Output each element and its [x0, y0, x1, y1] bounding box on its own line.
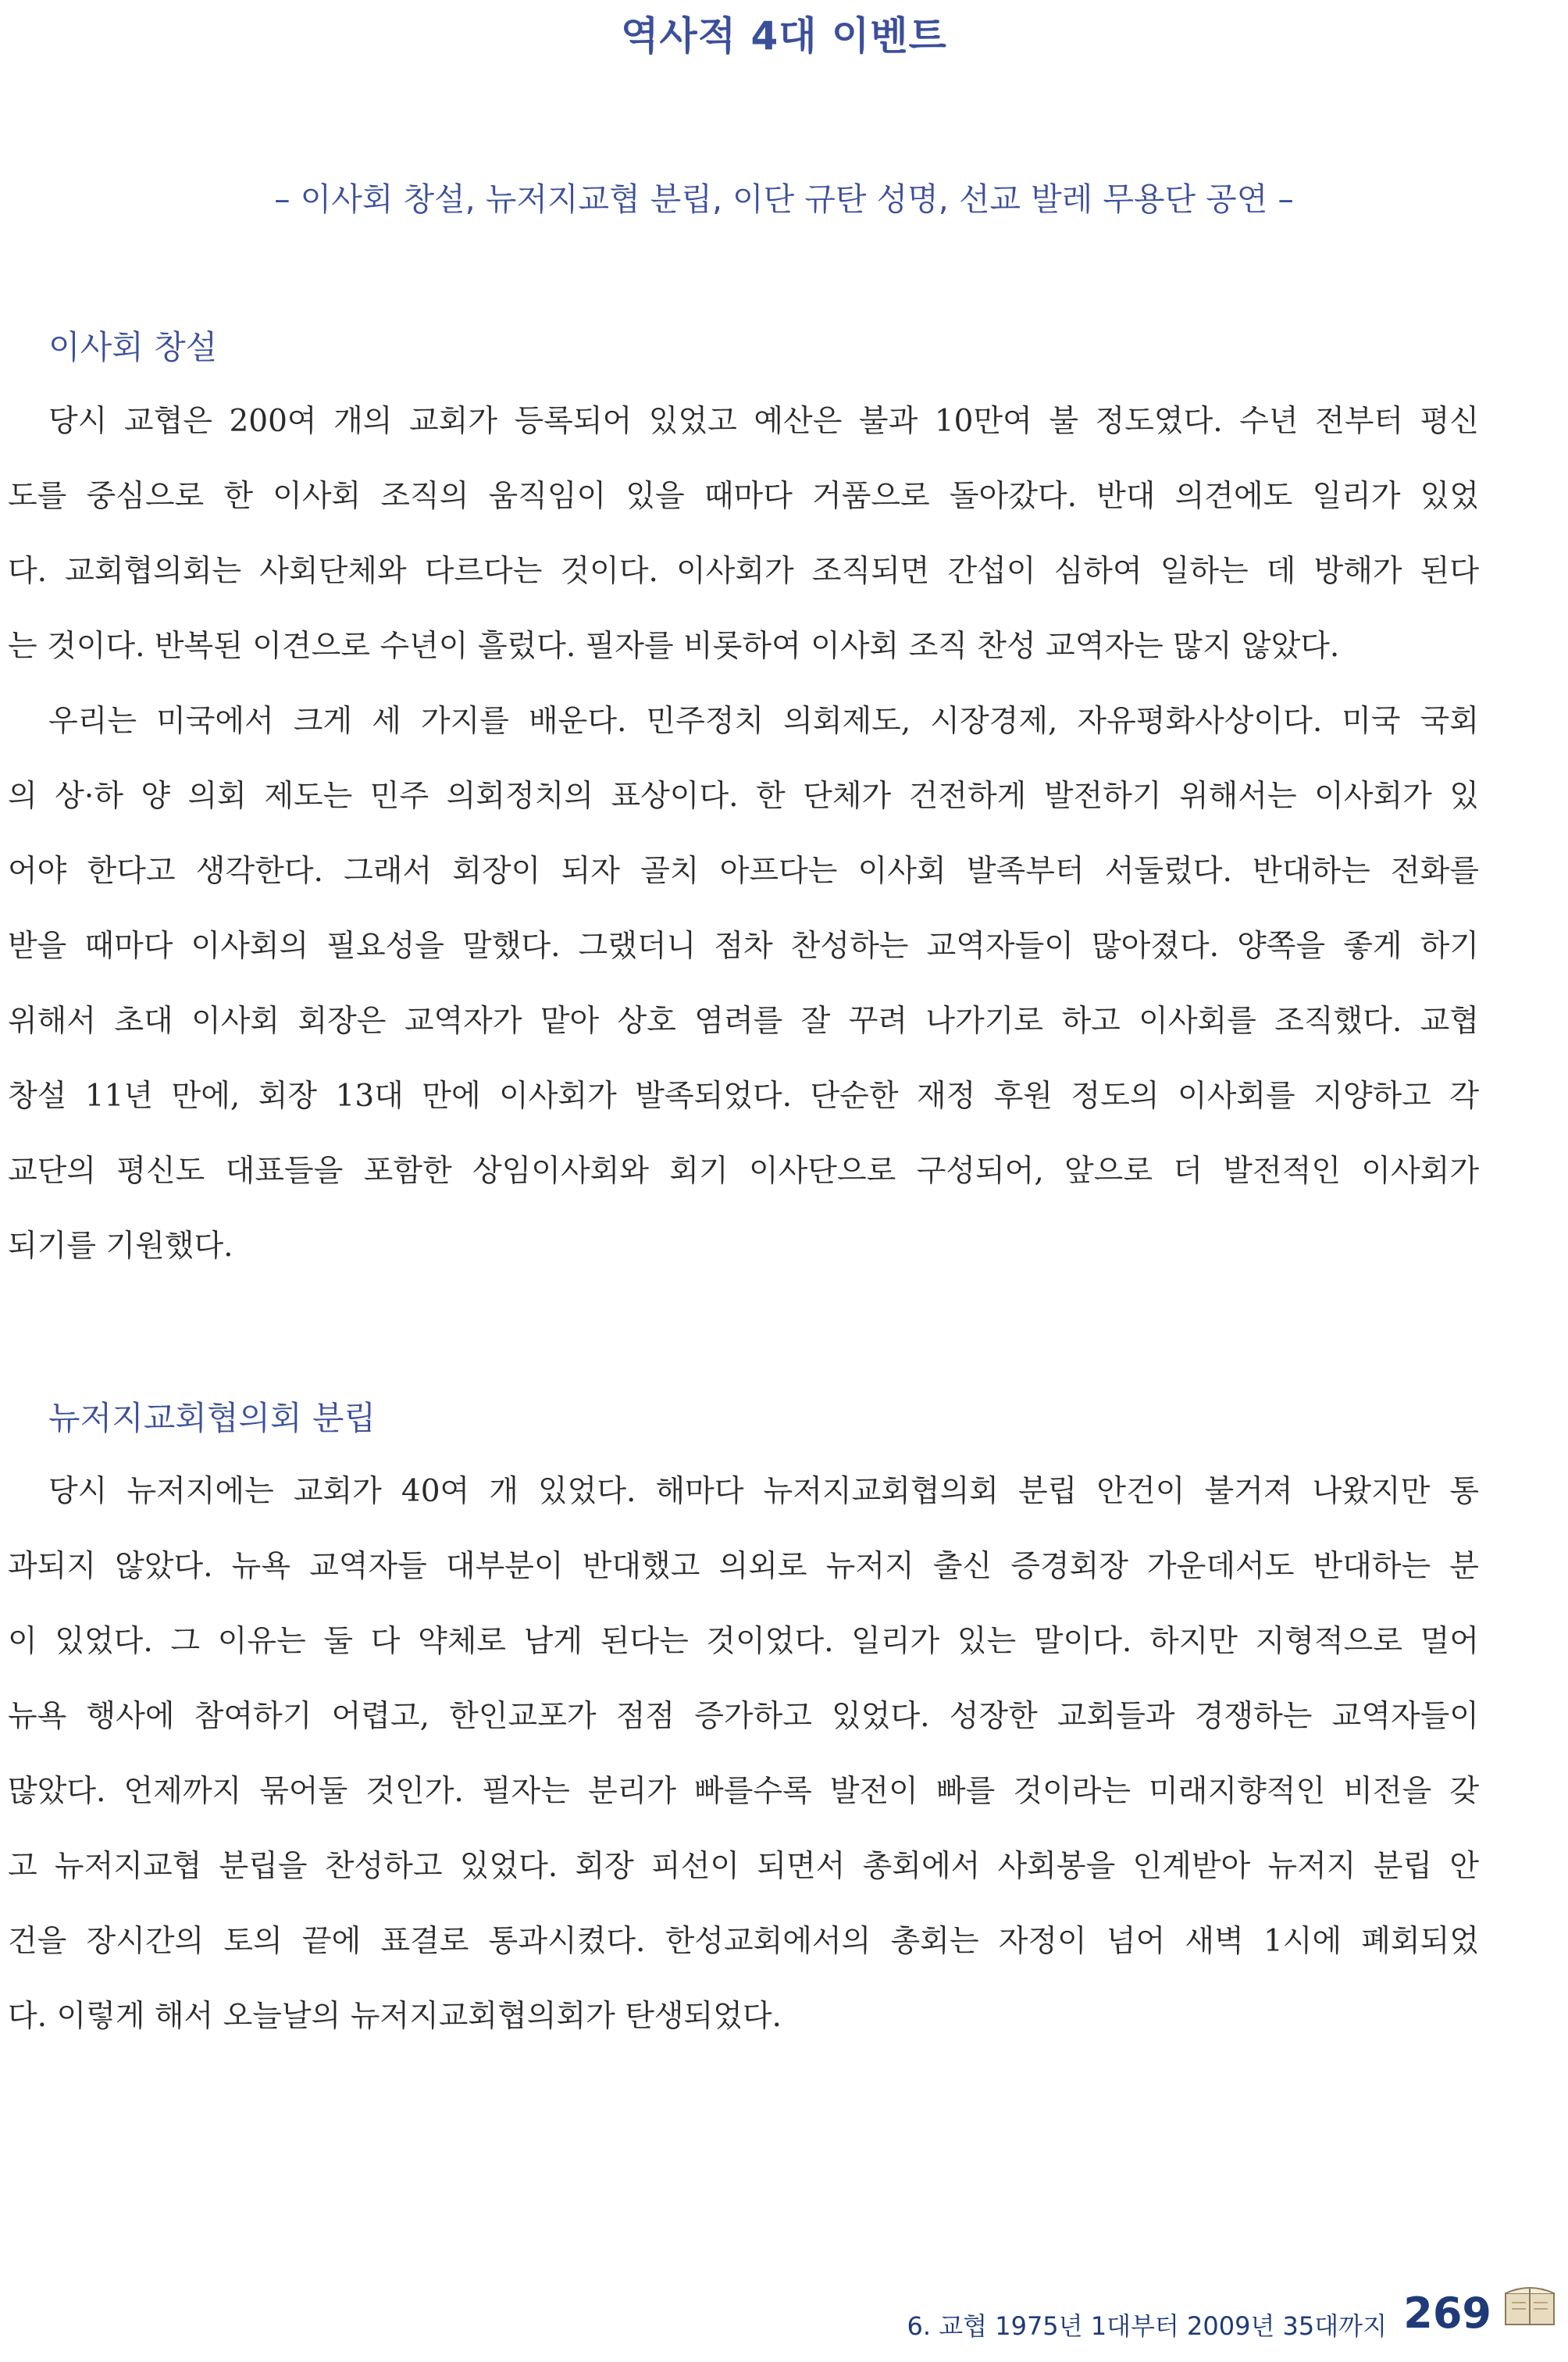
- page-title: 역사적 4대 이벤트: [621, 13, 947, 59]
- paragraph-line: 당시 뉴저지에는 교회가 40여 개 있었다. 해마다 뉴저지교회협의회 분립 안건이 불거져 나왔지만 통: [48, 1474, 1479, 1509]
- book-icon: [1498, 2271, 1560, 2334]
- paragraph-line: 이 있었다. 그 이유는 둘 다 약체로 남게 된다는 것이었다. 일리가 있는 말이다. 하지만 지형적으로 멀어: [8, 1624, 1479, 1659]
- footer-chapter: 6. 교협 1975년 1대부터 2009년 35대까지: [907, 2311, 1387, 2341]
- paragraph-line: 고 뉴저지교협 분립을 찬성하고 있었다. 회장 피선이 되면서 총회에서 사회봉을 인계받아 뉴저지 분립 안: [8, 1849, 1479, 1884]
- paragraph-line: 다. 이렇게 해서 오늘날의 뉴저지교회협의회가 탄생되었다.: [8, 1999, 782, 2034]
- section-heading: 이사회 창설: [48, 328, 218, 366]
- paragraph-line: 많았다. 언제까지 묶어둘 것인가. 필자는 분리가 빠를수록 발전이 빠를 것이라는 미래지향적인 비전을 갖: [8, 1774, 1479, 1809]
- paragraph-line: 는 것이다. 반복된 이견으로 수년이 흘렀다. 필자를 비롯하여 이사회 조직 찬성 교역자는 많지 않았다.: [8, 629, 1340, 664]
- paragraph-line: 다. 교회협의회는 사회단체와 다르다는 것이다. 이사회가 조직되면 간섭이 심하여 일하는 데 방해가 된다: [8, 554, 1479, 589]
- paragraph-line: 되기를 기원했다.: [8, 1229, 233, 1264]
- paragraph-line: 창설 11년 만에, 회장 13대 만에 이사회가 발족되었다. 단순한 재정 후원 정도의 이사회를 지양하고 각: [8, 1079, 1479, 1114]
- paragraph-line: 우리는 미국에서 크게 세 가지를 배운다. 민주정치 의회제도, 시장경제, 자유평화사상이다. 미국 국회: [48, 704, 1479, 739]
- paragraph-line: 과되지 않았다. 뉴욕 교역자들 대부분이 반대했고 의외로 뉴저지 출신 증경회장 가운데서도 반대하는 분: [8, 1549, 1479, 1584]
- paragraph-line: 도를 중심으로 한 이사회 조직의 움직임이 있을 때마다 거품으로 돌아갔다. 반대 의견에도 일리가 있었: [8, 479, 1479, 514]
- paragraph-line: 받을 때마다 이사회의 필요성을 말했다. 그랬더니 점차 찬성하는 교역자들이 많아졌다. 양쪽을 좋게 하기: [8, 929, 1479, 964]
- paragraph-line: 뉴욕 행사에 참여하기 어렵고, 한인교포가 점점 증가하고 있었다. 성장한 교회들과 경쟁하는 교역자들이: [8, 1699, 1479, 1734]
- paragraph-line: 건을 장시간의 토의 끝에 표결로 통과시켰다. 한성교회에서의 총회는 자정이 넘어 새벽 1시에 폐회되었: [8, 1924, 1479, 1959]
- paragraph-line: 위해서 초대 이사회 회장은 교역자가 맡아 상호 염려를 잘 꾸려 나가기로 하고 이사회를 조직했다. 교협: [8, 1004, 1479, 1039]
- section-heading: 뉴저지교회협의회 분립: [48, 1399, 376, 1437]
- paragraph-line: 교단의 평신도 대표들을 포함한 상임이사회와 회기 이사단으로 구성되어, 앞으로 더 발전적인 이사회가: [8, 1154, 1479, 1189]
- paragraph-line: 당시 교협은 200여 개의 교회가 등록되어 있었고 예산은 불과 10만여 불 정도였다. 수년 전부터 평신: [48, 404, 1479, 439]
- page-subtitle: – 이사회 창설, 뉴저지교협 분립, 이단 규탄 성명, 선교 발레 무용단 공연 –: [274, 180, 1294, 218]
- paragraph-line: 어야 한다고 생각한다. 그래서 회장이 되자 골치 아프다는 이사회 발족부터 서둘렀다. 반대하는 전화를: [8, 854, 1479, 889]
- paragraph-line: 의 상·하 양 의회 제도는 민주 의회정치의 표상이다. 한 단체가 건전하게 발전하기 위해서는 이사회가 있: [8, 779, 1479, 814]
- page-number: 269: [1403, 2289, 1491, 2338]
